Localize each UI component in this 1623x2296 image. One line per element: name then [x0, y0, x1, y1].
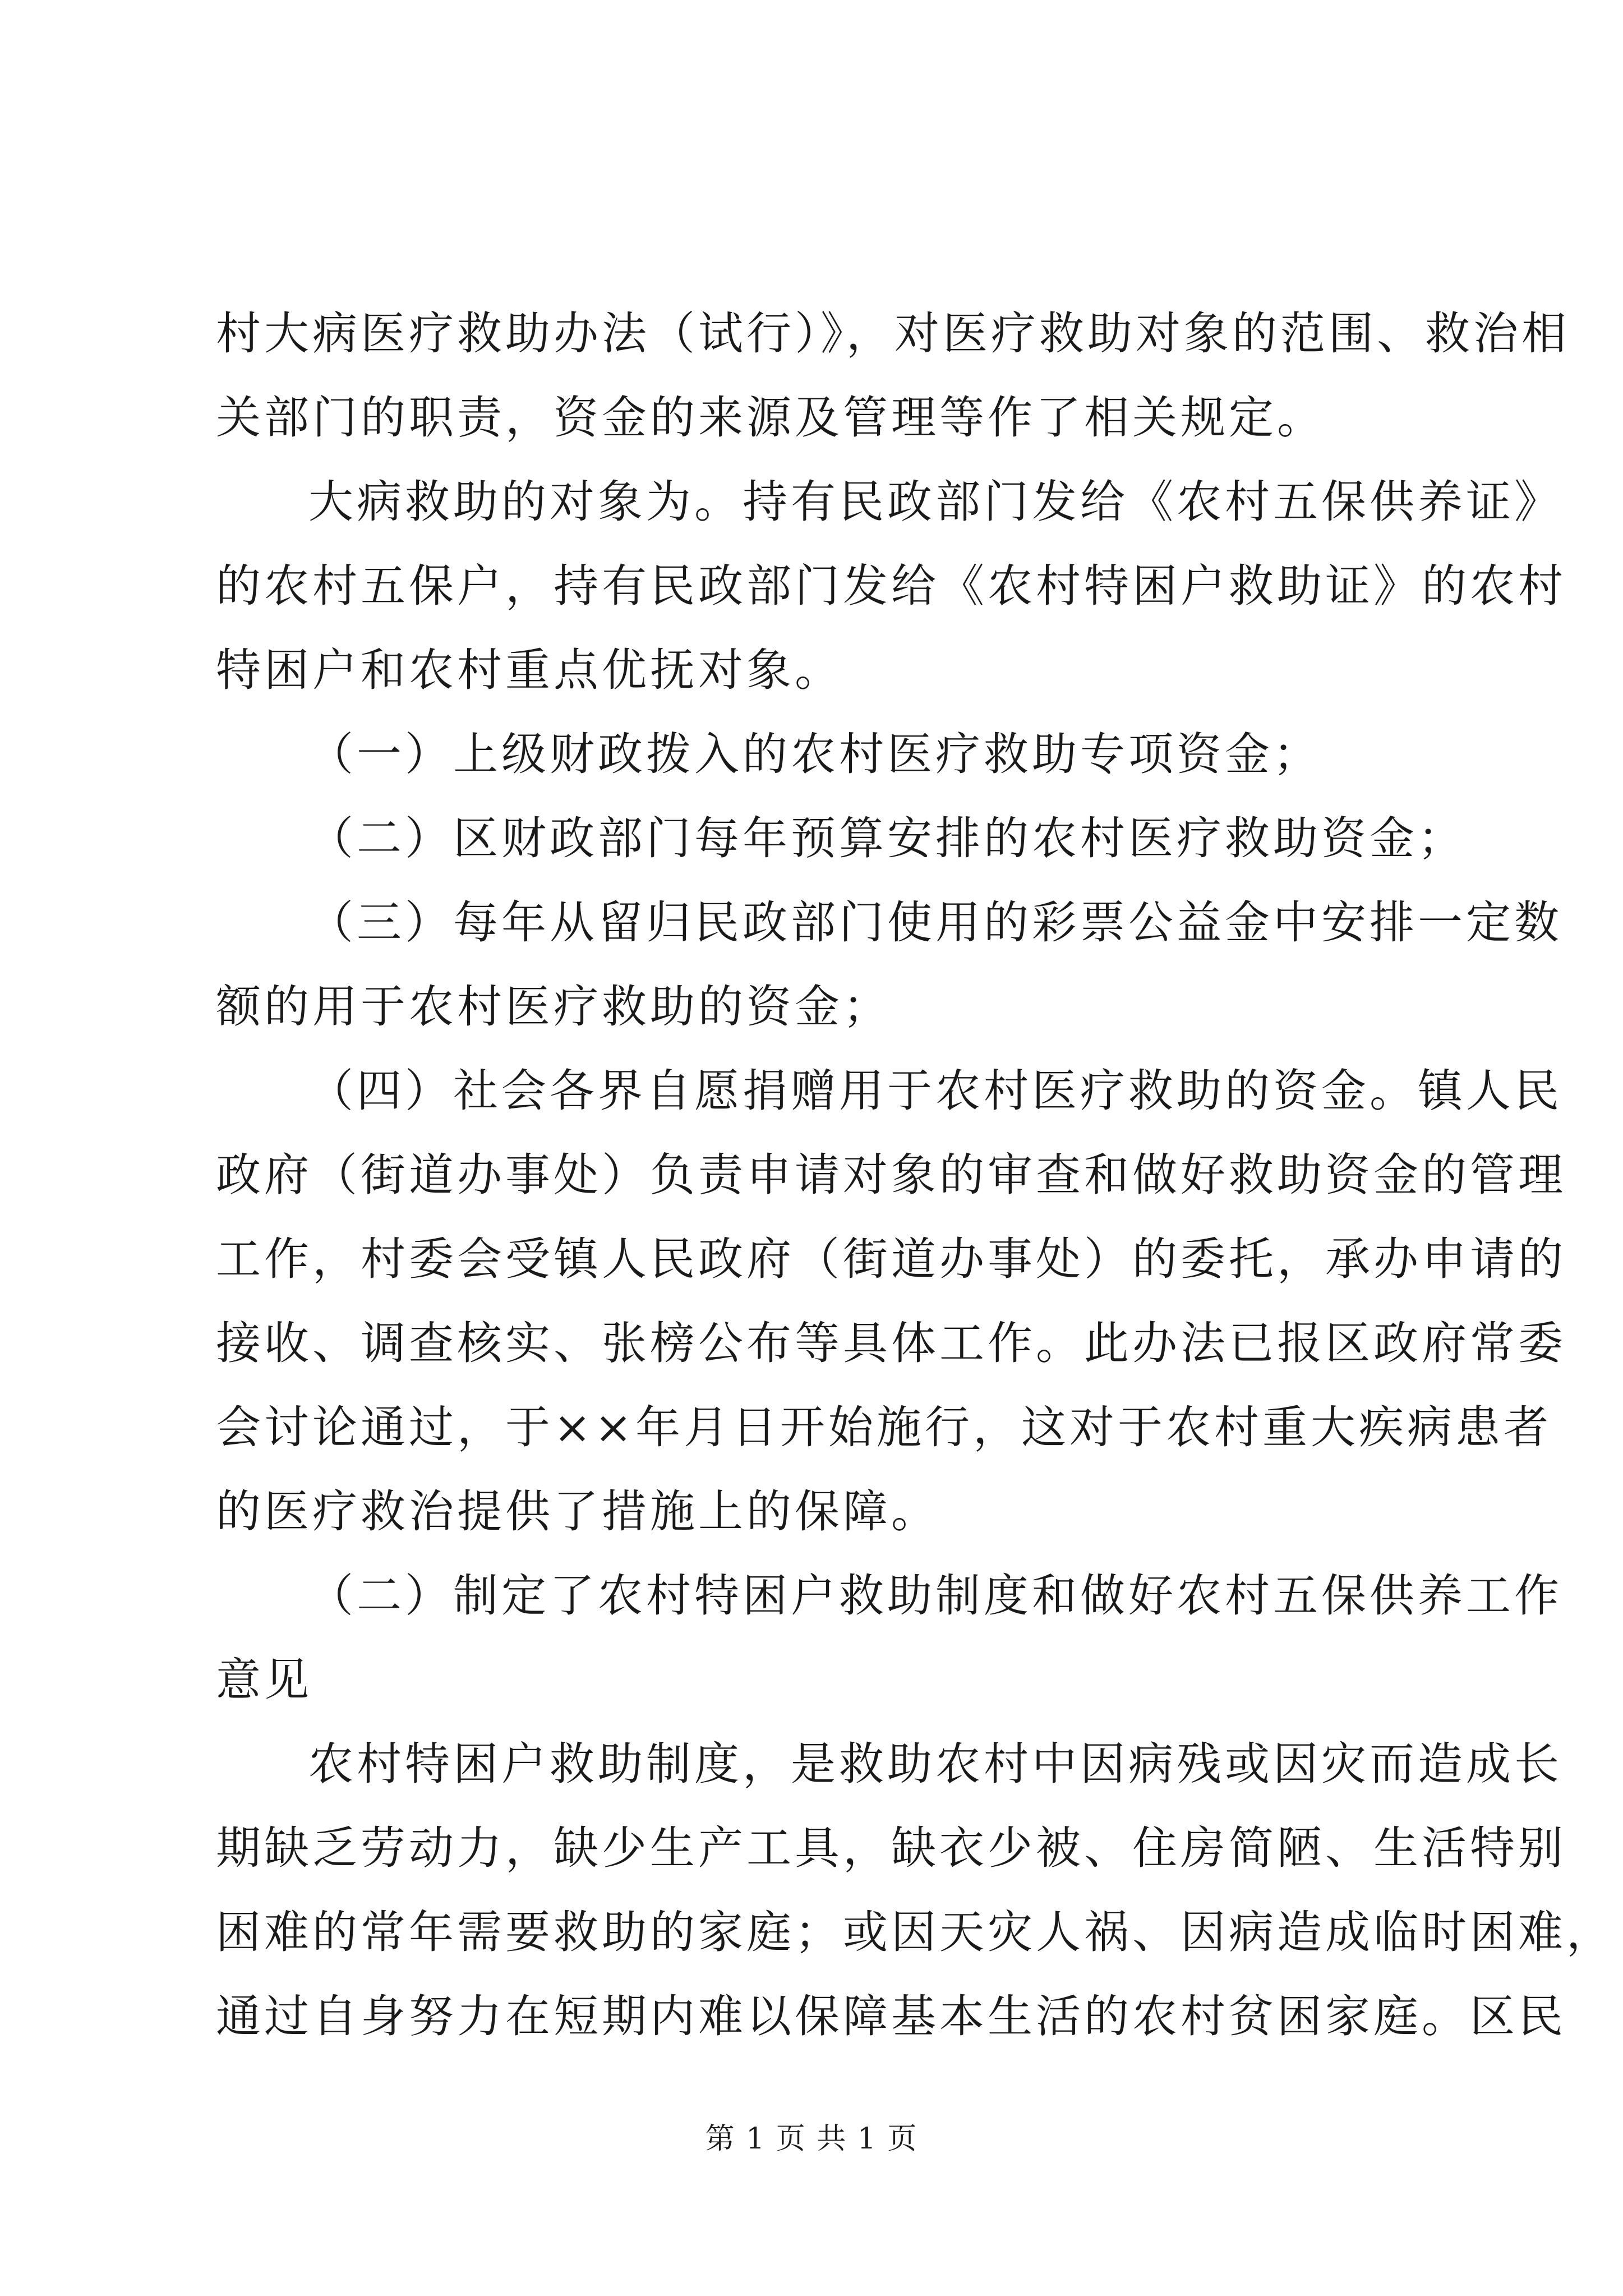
text-line: 意见 — [216, 1654, 312, 1706]
text-line: 接收、调查核实、张榜公布等具体工作。此办法已报区政府常委 — [216, 1317, 1566, 1369]
text-line: 期缺乏劳动力，缺少生产工具，缺衣少被、住房简陋、生活特别 — [216, 1822, 1566, 1874]
text-line: （二）区财政部门每年预算安排的农村医疗救助资金； — [308, 812, 1466, 864]
text-line: 会讨论通过，于××年月日开始施行，这对于农村重大疾病患者 — [216, 1401, 1552, 1453]
text-line: 村大病医疗救助办法（试行）》，对医疗救助对象的范围、救治相 — [216, 307, 1570, 360]
text-line: 农村特困户救助制度，是救助农村中因病残或因灾而造成长 — [308, 1738, 1562, 1790]
text-line: 关部门的职责，资金的来源及管理等作了相关规定。 — [216, 392, 1325, 444]
text-line: 工作，村委会受镇人民政府（街道办事处）的委托，承办申请的 — [216, 1233, 1566, 1285]
text-line: 大病救助的对象为。持有民政部门发给《农村五保供养证》 — [308, 476, 1562, 528]
text-line: 政府（街道办事处）负责申请对象的审查和做好救助资金的管理 — [216, 1149, 1566, 1201]
text-line: （二）制定了农村特困户救助制度和做好农村五保供养工作 — [308, 1570, 1562, 1622]
text-line: 困难的常年需要救助的家庭；或因天灾人祸、因病造成临时困难， — [216, 1906, 1615, 1958]
text-line: （三）每年从留归民政部门使用的彩票公益金中安排一定数 — [308, 896, 1562, 949]
text-line: 的医疗救治提供了措施上的保障。 — [216, 1485, 939, 1538]
text-line: 通过自身努力在短期内难以保障基本生活的农村贫困家庭。区民 — [216, 1990, 1566, 2042]
text-line: （四）社会各界自愿捐赠用于农村医疗救助的资金。镇人民 — [308, 1065, 1562, 1117]
text-line: 的农村五保户，持有民政部门发给《农村特困户救助证》的农村 — [216, 560, 1566, 612]
text-line: 额的用于农村医疗救助的资金； — [216, 981, 891, 1033]
text-line: 特困户和农村重点优抚对象。 — [216, 644, 843, 696]
text-line: （一）上级财政拨入的农村医疗救助专项资金； — [308, 728, 1321, 780]
document-body — [216, 292, 1615, 2059]
page-footer: 第 1 页 共 1 页 — [705, 2122, 918, 2156]
